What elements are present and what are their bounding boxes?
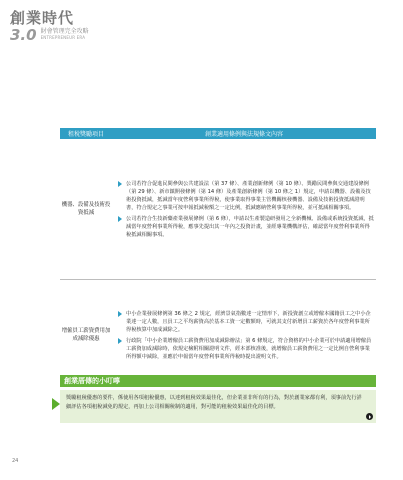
incentive-category: 機器、設備及技術投資抵減 [60, 139, 112, 280]
book-title: 創業時代 [10, 9, 75, 27]
table-row [60, 139, 376, 280]
column-header-incentive-item: 租稅獎勵項目 [60, 128, 112, 139]
tax-incentive-table [60, 128, 376, 390]
list-item [118, 180, 374, 212]
tips-header-bar [60, 375, 376, 387]
tips-text: 獎勵租稅優惠的要件，係使用各項租稅優惠，以達到租稅效果最佳化，但企業並非所有的行為，對於創業家都有利，須事前先行詳細評估各項租稅減免的規定，再加上公司相關稅制的適用，對可能的租稅效果最佳化的目標。 [66, 395, 362, 410]
table-row [60, 280, 376, 391]
regulation-text: 中小企業發展條例第 36 條之 2 規定，經濟景氣指數達一定情形下，新投資創立或增僱本國籍員工之中小企業達一定人數，且員工之平均薪資高於基本工資一定數額時，可就其支付新增員工薪資於各年度營利事業所得稅核算中加成減除之。 [126, 310, 371, 333]
tips-box [60, 390, 376, 423]
list-item [118, 337, 374, 361]
book-edition-number: 3.0 [10, 26, 37, 44]
column-header-regulation-content: 創業適用條例與法規條文內容 [112, 128, 376, 139]
book-subtitle-row [10, 28, 89, 43]
table-header-row [60, 128, 376, 139]
regulation-list [112, 280, 376, 391]
list-item [118, 310, 374, 334]
book-subtitle-cn: 財會管理完全攻略 [40, 28, 89, 35]
tips-title: 創業厝傳的小叮嚀 [64, 377, 120, 385]
triangle-bullet-icon [118, 338, 122, 344]
incentive-category: 增僱員工薪資費用加成減除優惠 [61, 327, 111, 342]
tips-arrow-icon [52, 398, 60, 410]
triangle-bullet-icon [118, 311, 122, 317]
triangle-bullet-icon [118, 181, 122, 187]
book-subtitle-en: ENTREPRENEUR ERA [40, 35, 86, 40]
book-header [10, 10, 89, 43]
regulation-text: 公司若符合促進民間參與公共建設法（第 37 條）、產業創新條例（第 10 條）、獎勵民間參與交通建設條例（第 29 條）、新市鎮開發條例（第 14 條）及產業創新條例（第 10 條之 1）規定，申請以機器、設備及技術投資抵減，抵減當年度營利事業所得稅，使事業取得事業主管機關核發機器、設備及技術投資抵減證明書，符合規定之事業可按申報抵減稅額之一定比例，抵減應納營利事業所得稅，並可抵減相關事項。 [126, 180, 371, 211]
page-number: 24 [12, 458, 19, 464]
regulation-text: 行政院「中小企業增僱員工薪資費用加成減除辦法」第 6 條規定，符合資格的中小企業可於申請適用增僱員工薪資加成減除時，依規定檢附相關證明文件，經本部核准後，就增僱員工薪資費用之一定比例自營利事業所得額中減除，並應於申報當年度營利事業所得稅時提出證明文件。 [126, 337, 372, 360]
regulation-list [112, 139, 376, 280]
regulation-text: 公司若符合生技新藥產業發展條例（第 6 條），申請以生產製造研發用之全新機械、設備或系統投資抵減，抵減當年度營利事業所得稅，應事先提出其一年內之投資計畫，並經專業機構評估，確認當年度營利事業所得稅抵減相關事項。 [126, 215, 374, 238]
book-subtitle-block [41, 28, 89, 40]
list-item [118, 215, 374, 239]
next-arrow-icon [366, 413, 373, 420]
triangle-bullet-icon [118, 216, 122, 222]
